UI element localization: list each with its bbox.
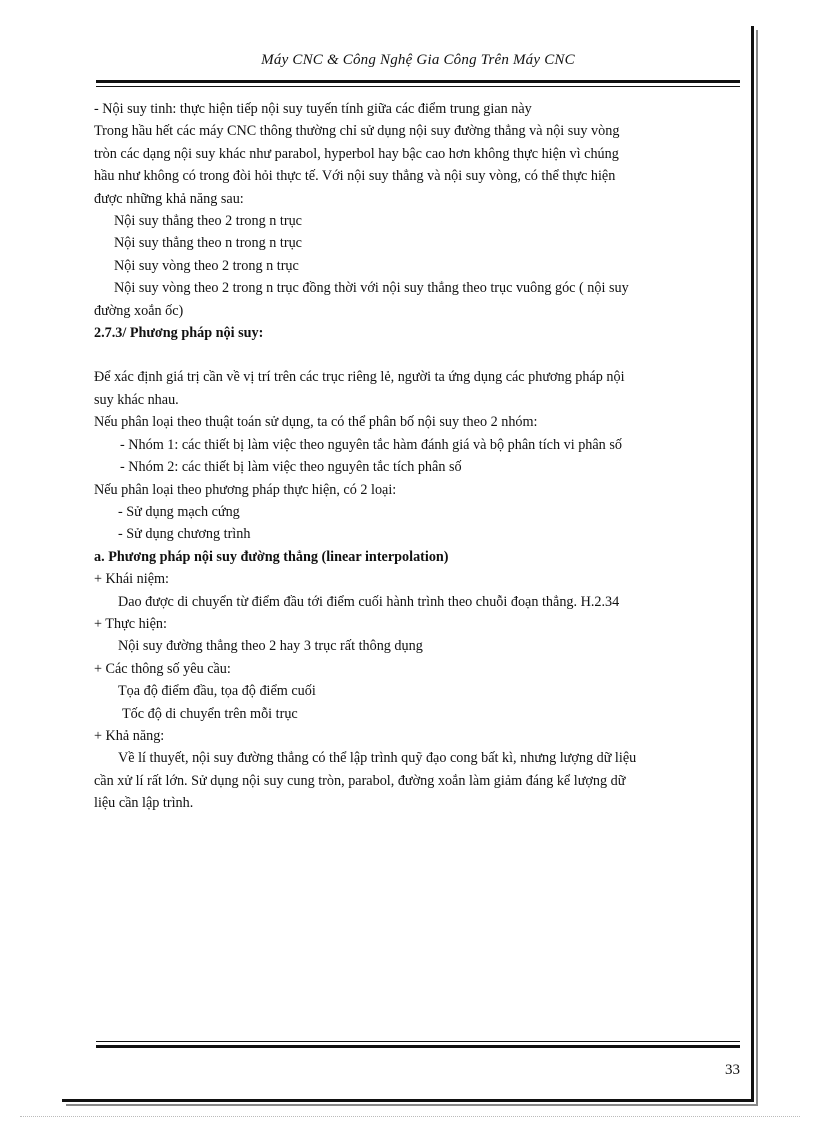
running-header: Máy CNC & Công Nghệ Gia Công Trên Máy CNC	[261, 52, 575, 68]
method-item: - Sử dụng chương trình	[118, 526, 251, 543]
body-line: suy khác nhau.	[94, 391, 179, 408]
capability-item: Nội suy vòng theo 2 trong n trục đồng thời với nội suy thẳng theo trục vuông góc ( nội suy	[114, 280, 629, 297]
capability-item: Nội suy vòng theo 2 trong n trục	[114, 257, 299, 274]
page-number: 33	[725, 1062, 740, 1078]
body-line: + Khả năng:	[94, 727, 165, 744]
body-line: Nếu phân loại theo phương pháp thực hiện, có 2 loại:	[94, 481, 397, 498]
body-line: Về lí thuyết, nội suy đường thẳng có thể lập trình quỹ đạo cong bất kì, nhưng lượng dữ liệu	[118, 750, 637, 767]
body-line: tròn các dạng nội suy khác như parabol, hyperbol hay bậc cao hơn không thực hiện vì chúng	[94, 145, 619, 162]
footer-rule-thin	[96, 1041, 740, 1042]
body-line: Trong hầu hết các máy CNC thông thường chỉ sử dụng nội suy đường thẳng và nội suy vòng	[94, 123, 620, 140]
body-line: + Khái niệm:	[94, 571, 169, 588]
body-line: hầu như không có trong đòi hỏi thực tế. Với nội suy thẳng và nội suy vòng, có thể thực hiện	[94, 168, 616, 185]
body-line: + Thực hiện:	[94, 615, 167, 632]
body-line: - Nội suy tinh: thực hiện tiếp nội suy tuyến tính giữa các điểm trung gian này	[94, 101, 532, 117]
capability-item: Nội suy thẳng theo n trong n trục	[114, 235, 302, 252]
body-line: + Các thông số yêu cầu:	[94, 660, 231, 677]
body-line: được những khả năng sau:	[94, 190, 244, 207]
body-line: Tọa độ điểm đầu, tọa độ điểm cuối	[118, 683, 316, 700]
document-body	[94, 98, 722, 815]
footer-rule-thick	[96, 1045, 740, 1048]
section-heading: 2.7.3/ Phương pháp nội suy:	[94, 325, 264, 342]
header-rule-thick	[96, 80, 740, 83]
body-line: Tốc độ di chuyển trên mỗi trục	[122, 705, 298, 722]
subsection-heading: a. Phương pháp nội suy đường thẳng (linear interpolation)	[94, 548, 449, 565]
method-item: - Sử dụng mạch cứng	[118, 503, 240, 520]
body-line: Nội suy đường thẳng theo 2 hay 3 trục rất thông dụng	[118, 638, 423, 655]
body-line: Nếu phân loại theo thuật toán sử dụng, ta có thể phân bố nội suy theo 2 nhóm:	[94, 414, 538, 431]
group-item: - Nhóm 2: các thiết bị làm việc theo nguyên tắc tích phân số	[120, 459, 462, 476]
body-line: Dao được di chuyển từ điểm đầu tới điểm cuối hành trình theo chuỗi đoạn thẳng. H.2.34	[118, 593, 620, 610]
body-line: liệu cần lập trình.	[94, 795, 194, 812]
page-edge-dotted-line	[20, 1116, 800, 1117]
header-rule-thin	[96, 86, 740, 87]
capability-item: Nội suy thẳng theo 2 trong n trục	[114, 213, 302, 230]
body-line: cần xử lí rất lớn. Sử dụng nội suy cung tròn, parabol, đường xoắn làm giảm đáng kể lượng dữ	[94, 772, 626, 789]
body-line: đường xoắn ốc)	[94, 302, 184, 319]
body-line: Để xác định giá trị cần về vị trí trên các trục riêng lẻ, người ta ứng dụng các phương pháp nội	[94, 369, 625, 386]
paragraph-gap	[94, 344, 722, 366]
group-item: - Nhóm 1: các thiết bị làm việc theo nguyên tắc hàm đánh giá và bộ phân tích vi phân số	[120, 436, 622, 453]
